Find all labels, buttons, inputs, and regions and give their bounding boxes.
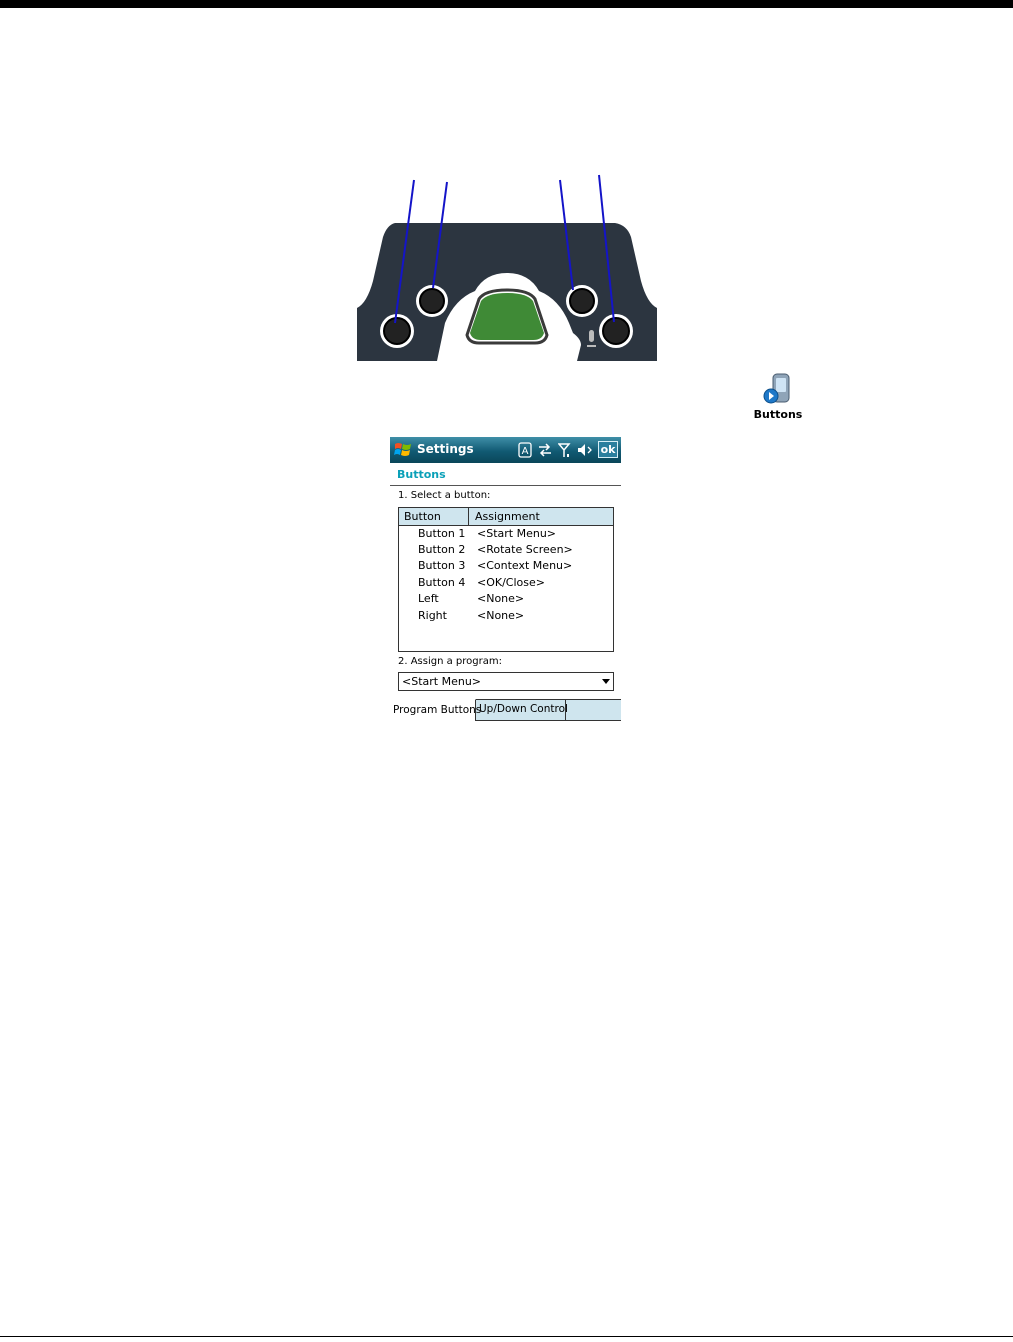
input-mode-icon[interactable] [518, 442, 532, 458]
list-row[interactable] [399, 575, 613, 591]
list-row[interactable] [399, 608, 613, 624]
buttons-icon [762, 372, 794, 406]
tab-bar [390, 699, 621, 721]
row-assignment: <Start Menu> [477, 527, 557, 540]
column-header-assignment[interactable]: Assignment [475, 510, 540, 523]
row-button: Button 1 [418, 527, 466, 540]
list-row[interactable] [399, 558, 613, 574]
program-dropdown[interactable] [398, 672, 614, 691]
row-button: Button 4 [418, 576, 466, 589]
settings-screen [390, 437, 621, 722]
row-button: Right [418, 609, 447, 622]
list-row[interactable] [399, 542, 613, 558]
volume-icon[interactable] [577, 442, 593, 458]
tab-program-buttons[interactable]: Program Buttons [390, 699, 476, 721]
assign-program-label: 2. Assign a program: [398, 656, 502, 667]
select-button-label: 1. Select a button: [398, 490, 491, 501]
svg-text:A: A [521, 446, 529, 457]
page-heading: Buttons [397, 468, 446, 481]
row-assignment: <None> [477, 609, 525, 622]
dropdown-arrow-icon[interactable] [602, 679, 610, 684]
program-dropdown-value: <Start Menu> [402, 675, 482, 688]
list-header [399, 508, 613, 526]
row-button: Button 3 [418, 559, 466, 572]
device-button-1 [384, 318, 410, 344]
buttons-applet-icon [748, 372, 808, 426]
tab-up-down-control[interactable]: Up/Down Control [476, 699, 566, 721]
title-text: Settings [417, 442, 474, 456]
list-row[interactable] [399, 591, 613, 607]
row-assignment: <None> [477, 592, 525, 605]
row-assignment: <Rotate Screen> [477, 543, 573, 556]
device-button-2 [420, 289, 444, 313]
top-rule [0, 0, 1013, 8]
windows-start-icon[interactable] [394, 441, 412, 459]
device-illustration [357, 173, 657, 361]
applet-label: Buttons [753, 408, 803, 421]
heading-divider [390, 485, 621, 486]
bottom-rule [0, 1336, 1013, 1337]
microphone-icon [589, 330, 594, 342]
ok-button[interactable]: ok [598, 441, 618, 458]
button-list[interactable] [398, 507, 614, 652]
device-keypad-figure [357, 173, 657, 361]
list-row[interactable] [399, 526, 613, 542]
device-button-3 [570, 289, 594, 313]
row-button: Left [418, 592, 439, 605]
signal-icon[interactable] [558, 442, 572, 458]
row-assignment: <Context Menu> [477, 559, 573, 572]
column-header-button[interactable]: Button [399, 508, 469, 525]
connectivity-icon[interactable] [538, 442, 552, 458]
title-bar [390, 437, 621, 463]
row-assignment: <OK/Close> [477, 576, 545, 589]
row-button: Button 2 [418, 543, 466, 556]
device-button-4 [603, 318, 629, 344]
